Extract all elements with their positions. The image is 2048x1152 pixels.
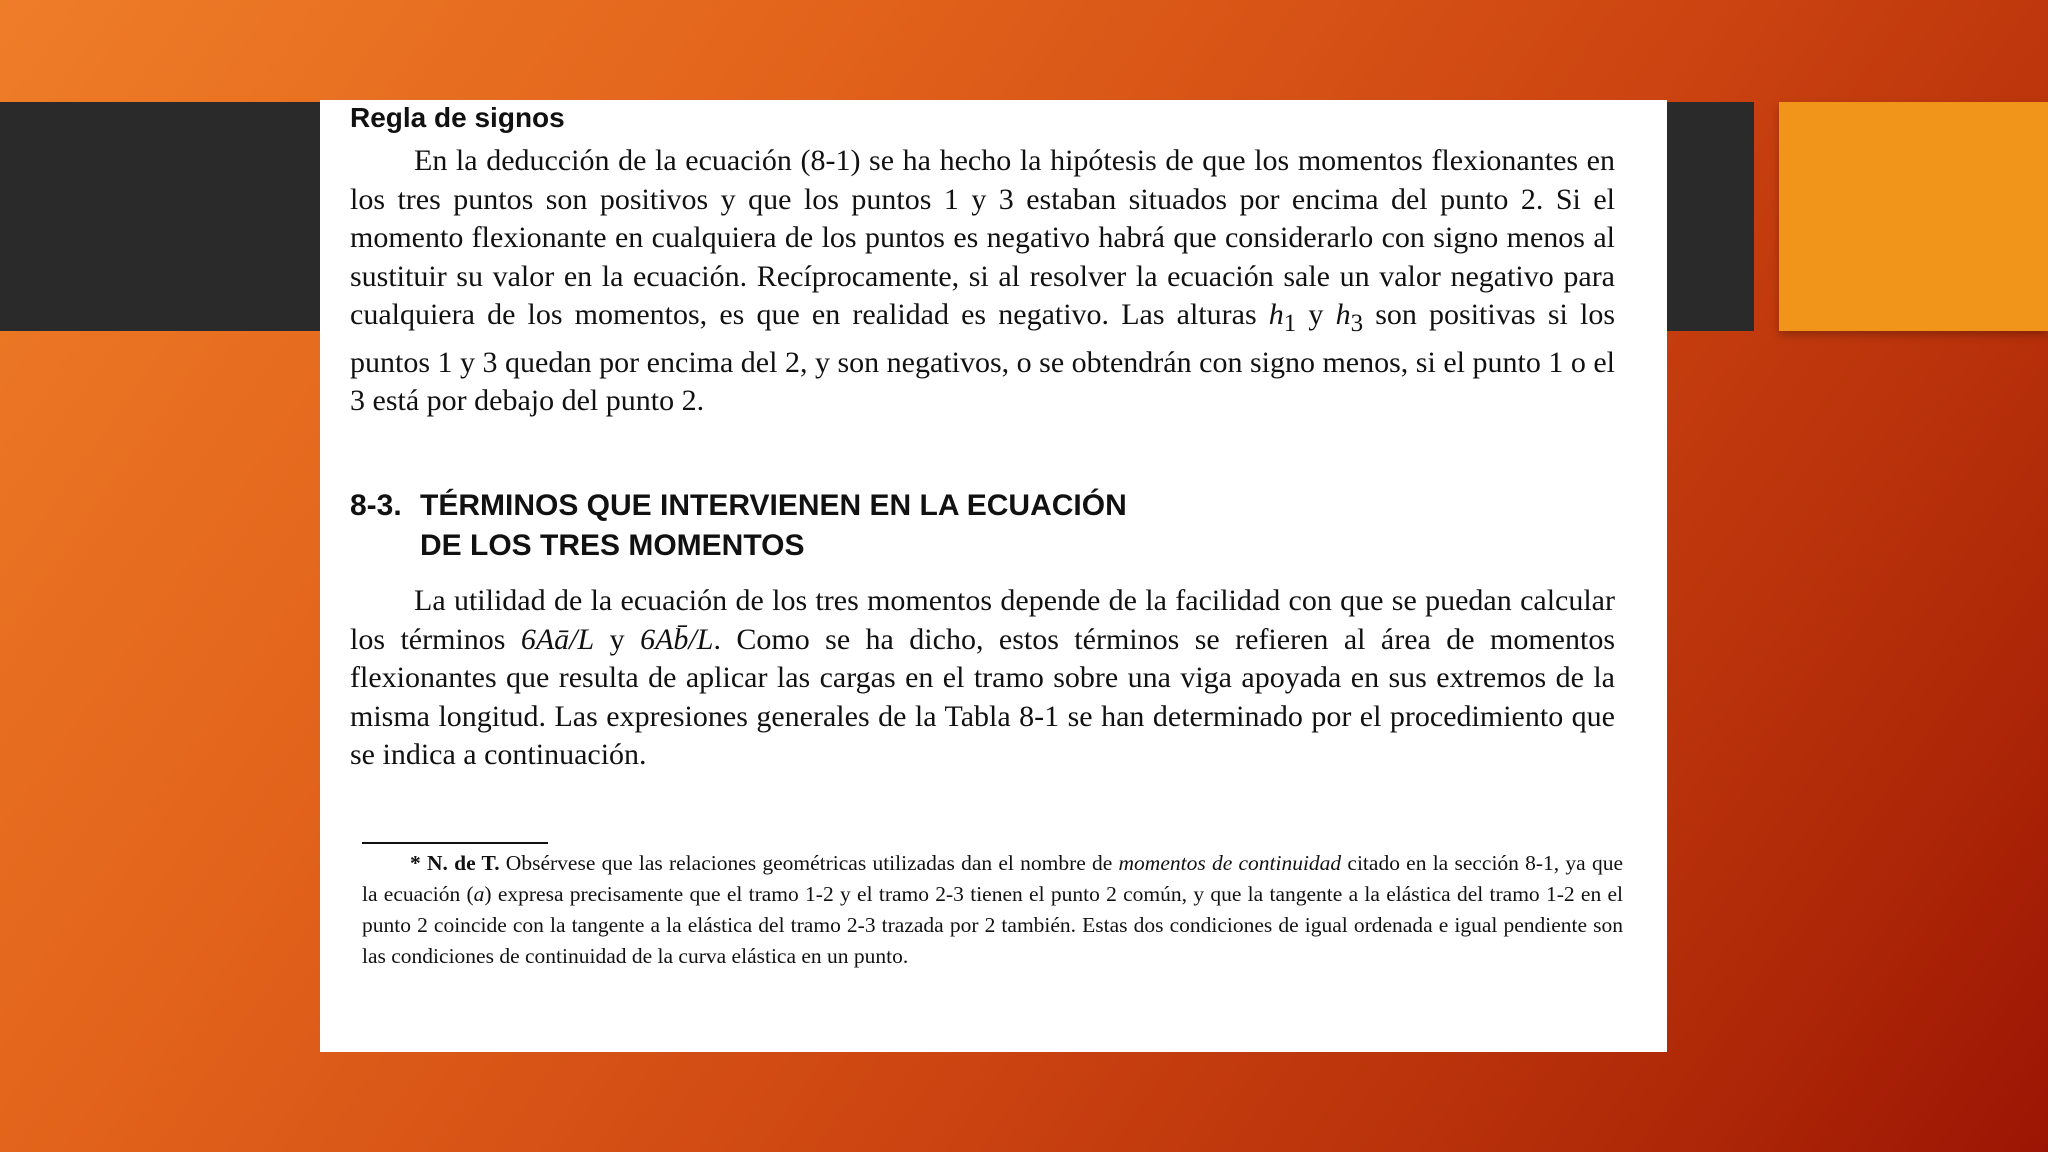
footnote-divider: [362, 842, 548, 844]
para2-text-1: La utilidad de la ecuación de los tres momentos depende de la facilidad con que se puedan calcular los términos: [350, 584, 1615, 656]
para2-text-2: . Como se ha dicho, estos términos se refieren al área de momentos flexionantes que resulta de aplicar las cargas en el tramo sobre una viga apoyada en sus extremos de la misma longitud. Las expresiones generales de la Tabla 8-1 se han determinado por el procedimiento que se indica a continuación.: [350, 622, 1615, 771]
paragraph-sign-rule: [350, 142, 1615, 421]
h3-symbol: h: [1335, 298, 1351, 331]
h1-symbol: h: [1268, 298, 1284, 331]
footnote-italic-1: momentos de continuidad: [1118, 851, 1342, 875]
footnote-marker: * N. de T.: [410, 851, 500, 875]
section-title: [420, 486, 1127, 566]
h1-subscript: 1: [1283, 310, 1297, 337]
footnote-text-1: Obsérvese que las relaciones geométricas utilizadas dan el nombre de: [499, 851, 1119, 875]
section-title-line-1: TÉRMINOS QUE INTERVIENEN EN LA ECUACIÓN: [420, 489, 1127, 522]
section-heading: [350, 486, 1127, 566]
para1-text-2: son positivas si los puntos 1 y 3 quedan por encima del 2, y son negativos, o se obtendrán con signo menos, si el punto 1 o el 3 está por debajo del punto 2.: [350, 298, 1615, 417]
footnote-text-3: ) expresa precisamente que el tramo 1-2 y el tramo 2-3 tienen el punto 2 común, y que la tangente a la elástica del tramo 1-2 en el punto 2 coincide con la tangente a la elástica del tramo 2-3 trazada por 2 también. Estas dos condiciones de igual ordenada e igual pendiente son las condiciones de continuidad de la curva elástica en un punto.: [362, 882, 1623, 968]
paragraph-terms: [350, 582, 1615, 775]
h3-subscript: 3: [1350, 310, 1364, 337]
document-page: [320, 100, 1667, 1052]
term-6ab-l: 6Ab̄/L: [640, 622, 714, 656]
footnote-text-2: citado en la sección 8-1, ya que la ecuación (: [362, 851, 1623, 906]
subsection-heading: Regla de signos: [350, 102, 565, 133]
section-title-line-2: DE LOS TRES MOMENTOS: [420, 529, 805, 562]
para1-and: y: [1296, 298, 1336, 331]
footnote-italic-2: a: [473, 882, 485, 906]
term-6aa-l: 6Aā/L: [520, 622, 595, 656]
footnote: [362, 848, 1623, 972]
accent-square: [1779, 102, 2048, 331]
para2-and: y: [594, 622, 641, 656]
section-number: 8-3.: [350, 489, 402, 522]
para1-text-1: En la deducción de la ecuación (8-1) se ha hecho la hipótesis de que los momentos flexionantes en los tres puntos son positivos y que los puntos 1 y 3 estaban situados por encima del punto 2. Si el momento flexionante en cualquiera de los puntos es negativo habrá que considerarlo con signo menos al sustituir su valor en la ecuación. Recíprocamente, si al resolver la ecuación sale un valor negativo para cualquiera de los momentos, es que en realidad es negativo. Las alturas: [350, 144, 1615, 331]
